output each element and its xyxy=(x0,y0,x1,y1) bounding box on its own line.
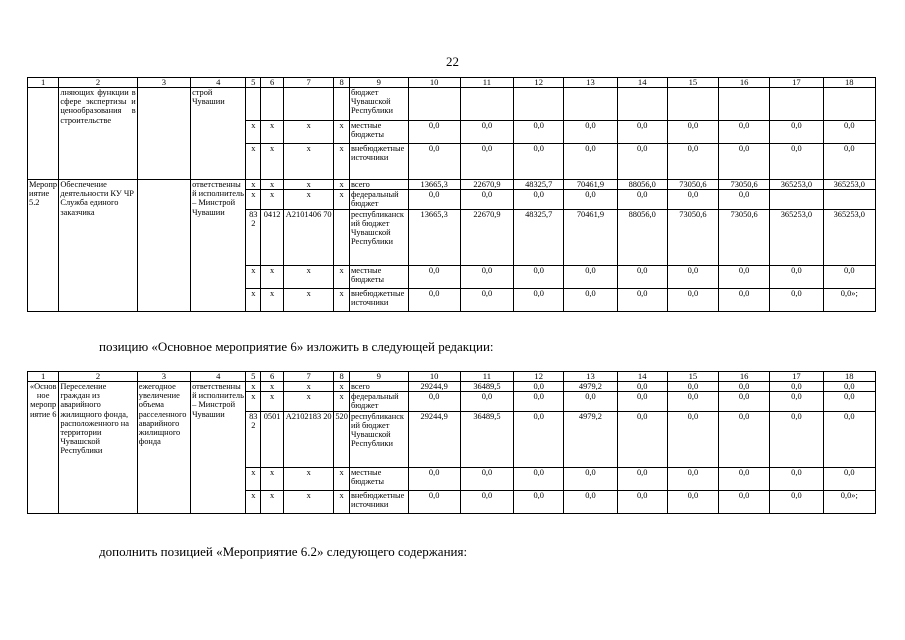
event-result-cell: ежегодное увеличение объема расселенного аварийного жилищного фонда xyxy=(137,382,190,513)
column-number-1: 1 xyxy=(28,78,59,88)
column-number-10: 10 xyxy=(408,78,460,88)
amount-cell: 0,0 xyxy=(823,382,875,392)
amount-cell: 0,0 xyxy=(770,121,823,144)
amount-cell: 0,0 xyxy=(823,411,875,467)
amount-cell: 0,0 xyxy=(460,392,513,411)
budget-classification-cell: х xyxy=(246,288,261,311)
column-number-6: 6 xyxy=(261,372,284,382)
section-code-cell: х xyxy=(261,288,284,311)
column-number-4: 4 xyxy=(191,372,246,382)
amount-cell: 48325,7 xyxy=(514,180,564,190)
paragraph-main-event-6: позицию «Основное мероприятие 6» изложить в следующей редакции: xyxy=(99,339,494,354)
expense-type-cell: х xyxy=(334,467,350,490)
target-article-cell: х xyxy=(284,467,334,490)
target-article-cell: х xyxy=(284,190,334,209)
funding-source-cell: федеральный бюджет xyxy=(349,392,408,411)
amount-cell: 0,0 xyxy=(514,265,564,288)
amount-cell: 70461,9 xyxy=(564,180,617,190)
amount-cell xyxy=(770,88,823,121)
amount-cell: 0,0 xyxy=(514,382,564,392)
column-number-17: 17 xyxy=(770,372,823,382)
budget-classification-cell: 832 xyxy=(246,411,261,467)
amount-cell xyxy=(667,88,718,121)
amount-cell: 0,0 xyxy=(719,265,770,288)
amount-cell: 0,0 xyxy=(770,144,823,180)
amount-cell: 365253,0 xyxy=(823,180,875,190)
amount-cell xyxy=(564,88,617,121)
amount-cell: 0,0 xyxy=(460,121,513,144)
column-number-12: 12 xyxy=(514,78,564,88)
column-number-12: 12 xyxy=(514,372,564,382)
amount-cell: 0,0 xyxy=(564,144,617,180)
funding-source-cell: внебюджетные источники xyxy=(349,490,408,513)
budget-classification-cell xyxy=(246,88,261,121)
amount-cell: 0,0 xyxy=(617,411,667,467)
table-row xyxy=(28,88,876,121)
amount-cell: 0,0»; xyxy=(823,490,875,513)
funding-source-cell: внебюджетные источники xyxy=(349,288,408,311)
budget-classification-cell: х xyxy=(246,180,261,190)
column-number-13: 13 xyxy=(564,78,617,88)
column-number-9: 9 xyxy=(349,372,408,382)
amount-cell: 73050,6 xyxy=(719,180,770,190)
column-number-2: 2 xyxy=(59,372,137,382)
amount-cell: 73050,6 xyxy=(667,180,718,190)
amount-cell: 0,0 xyxy=(514,392,564,411)
funding-source-cell: республиканский бюджет Чувашской Республики xyxy=(349,209,408,265)
target-article-cell: х xyxy=(284,180,334,190)
column-number-11: 11 xyxy=(460,78,513,88)
amount-cell xyxy=(460,88,513,121)
executor-cell: ответственный исполнитель – Минстрой Чувашии xyxy=(191,180,246,311)
amount-cell: 0,0 xyxy=(667,490,718,513)
amount-cell: 0,0 xyxy=(770,490,823,513)
event-description-cell: лняющих функции в сфере экспертизы и ценообразования в строительстве xyxy=(59,88,137,180)
column-number-7: 7 xyxy=(284,372,334,382)
section-code-cell: х xyxy=(261,190,284,209)
section-code-cell: х xyxy=(261,144,284,180)
amount-cell: 0,0 xyxy=(719,467,770,490)
event-description-cell: Обеспечение деятельности КУ ЧР Служба единого заказчика xyxy=(59,180,137,311)
amount-cell: 0,0 xyxy=(719,288,770,311)
column-number-6: 6 xyxy=(261,78,284,88)
amount-cell: 4979,2 xyxy=(564,411,617,467)
column-number-5: 5 xyxy=(246,78,261,88)
amount-cell: 0,0»; xyxy=(823,288,875,311)
amount-cell: 0,0 xyxy=(617,288,667,311)
amount-cell: 0,0 xyxy=(617,121,667,144)
amount-cell: 0,0 xyxy=(770,392,823,411)
column-number-5: 5 xyxy=(246,372,261,382)
amount-cell: 0,0 xyxy=(564,392,617,411)
amount-cell: 0,0 xyxy=(770,265,823,288)
amount-cell: 22670,9 xyxy=(460,180,513,190)
amount-cell: 0,0 xyxy=(564,490,617,513)
section-code-cell: х xyxy=(261,467,284,490)
column-number-1: 1 xyxy=(28,372,59,382)
target-article-cell: А2101406 70 xyxy=(284,209,334,265)
amount-cell: 0,0 xyxy=(408,144,460,180)
amount-cell: 0,0 xyxy=(667,411,718,467)
target-article-cell: х xyxy=(284,121,334,144)
table-header-row xyxy=(28,372,876,382)
amount-cell: 0,0 xyxy=(770,411,823,467)
amount-cell: 0,0 xyxy=(617,382,667,392)
amount-cell: 0,0 xyxy=(617,467,667,490)
amount-cell xyxy=(719,88,770,121)
amount-cell: 0,0 xyxy=(514,490,564,513)
amount-cell: 0,0 xyxy=(514,411,564,467)
section-code-cell: х xyxy=(261,180,284,190)
expense-type-cell: х xyxy=(334,392,350,411)
amount-cell: 0,0 xyxy=(719,121,770,144)
amount-cell: 29244,9 xyxy=(408,411,460,467)
column-number-16: 16 xyxy=(719,78,770,88)
amount-cell: 0,0 xyxy=(823,265,875,288)
event-name-cell xyxy=(28,88,59,180)
budget-classification-cell: х xyxy=(246,467,261,490)
funding-source-cell: всего xyxy=(349,180,408,190)
amount-cell: 0,0 xyxy=(823,392,875,411)
amount-cell: 88056,0 xyxy=(617,209,667,265)
funding-source-cell: всего xyxy=(349,382,408,392)
column-number-9: 9 xyxy=(349,78,408,88)
column-number-11: 11 xyxy=(460,372,513,382)
amount-cell: 0,0 xyxy=(719,392,770,411)
column-number-15: 15 xyxy=(667,78,718,88)
expense-type-cell: х xyxy=(334,180,350,190)
expense-type-cell: х xyxy=(334,490,350,513)
page-number: 22 xyxy=(446,54,459,69)
column-number-18: 18 xyxy=(823,78,875,88)
amount-cell: 36489,5 xyxy=(460,411,513,467)
section-code-cell: х xyxy=(261,121,284,144)
amount-cell: 0,0 xyxy=(408,121,460,144)
section-code-cell: х xyxy=(261,392,284,411)
expense-type-cell: х xyxy=(334,144,350,180)
paragraph-event-6-2: дополнить позицией «Мероприятие 6.2» следующего содержания: xyxy=(99,544,468,559)
target-article-cell: х xyxy=(284,265,334,288)
amount-cell: 0,0 xyxy=(460,490,513,513)
amount-cell: 0,0 xyxy=(460,467,513,490)
amount-cell: 0,0 xyxy=(408,288,460,311)
amount-cell xyxy=(514,88,564,121)
amount-cell: 0,0 xyxy=(719,144,770,180)
funding-source-cell: республиканский бюджет Чувашской Республики xyxy=(349,411,408,467)
column-number-7: 7 xyxy=(284,78,334,88)
event-name-cell: «Основное мероприятие 6 xyxy=(28,382,59,513)
event-description-cell: Переселение граждан из аварийного жилищного фонда, расположенного на территории Чувашской Республики xyxy=(59,382,137,513)
amount-cell: 0,0 xyxy=(460,190,513,209)
budget-classification-cell: х xyxy=(246,490,261,513)
section-code-cell: х xyxy=(261,265,284,288)
amount-cell: 48325,7 xyxy=(514,209,564,265)
column-number-4: 4 xyxy=(191,78,246,88)
budget-table-2 xyxy=(27,371,876,514)
funding-source-cell: местные бюджеты xyxy=(349,121,408,144)
executor-cell: строй Чувашии xyxy=(191,88,246,180)
budget-classification-cell: х xyxy=(246,144,261,180)
section-code-cell: 0501 xyxy=(261,411,284,467)
column-number-18: 18 xyxy=(823,372,875,382)
amount-cell: 0,0 xyxy=(823,144,875,180)
section-code-cell: х xyxy=(261,382,284,392)
budget-table-1 xyxy=(27,77,876,312)
amount-cell: 0,0 xyxy=(667,467,718,490)
expense-type-cell: х xyxy=(334,288,350,311)
amount-cell: 0,0 xyxy=(460,144,513,180)
amount-cell: 0,0 xyxy=(514,121,564,144)
expense-type-cell: х xyxy=(334,265,350,288)
column-number-3: 3 xyxy=(137,372,190,382)
column-number-15: 15 xyxy=(667,372,718,382)
amount-cell: 0,0 xyxy=(617,265,667,288)
amount-cell: 0,0 xyxy=(564,190,617,209)
amount-cell: 13665,3 xyxy=(408,209,460,265)
amount-cell xyxy=(823,88,875,121)
section-code-cell xyxy=(261,88,284,121)
amount-cell: 0,0 xyxy=(564,265,617,288)
column-number-3: 3 xyxy=(137,78,190,88)
amount-cell: 22670,9 xyxy=(460,209,513,265)
amount-cell: 0,0 xyxy=(667,121,718,144)
table-row xyxy=(28,180,876,190)
column-number-14: 14 xyxy=(617,78,667,88)
amount-cell xyxy=(408,88,460,121)
budget-classification-cell: х xyxy=(246,121,261,144)
amount-cell: 0,0 xyxy=(667,382,718,392)
budget-classification-cell: х xyxy=(246,190,261,209)
target-article-cell: А2102183 20 xyxy=(284,411,334,467)
expense-type-cell: 520 xyxy=(334,411,350,467)
amount-cell: 13665,3 xyxy=(408,180,460,190)
amount-cell: 29244,9 xyxy=(408,382,460,392)
amount-cell xyxy=(617,88,667,121)
column-number-13: 13 xyxy=(564,372,617,382)
amount-cell: 0,0 xyxy=(617,490,667,513)
expense-type-cell: х xyxy=(334,190,350,209)
funding-source-cell: бюджет Чувашской Республики xyxy=(349,88,408,121)
amount-cell: 0,0 xyxy=(719,382,770,392)
budget-classification-cell: х xyxy=(246,392,261,411)
budget-classification-cell: х xyxy=(246,265,261,288)
amount-cell: 0,0 xyxy=(770,467,823,490)
section-code-cell: 0412 xyxy=(261,209,284,265)
budget-classification-cell: х xyxy=(246,382,261,392)
amount-cell: 0,0 xyxy=(564,121,617,144)
amount-cell: 88056,0 xyxy=(617,180,667,190)
target-article-cell: х xyxy=(284,392,334,411)
amount-cell: 0,0 xyxy=(770,288,823,311)
amount-cell: 0,0 xyxy=(408,190,460,209)
target-article-cell: х xyxy=(284,144,334,180)
amount-cell: 0,0 xyxy=(617,392,667,411)
amount-cell: 0,0 xyxy=(617,190,667,209)
amount-cell: 0,0 xyxy=(823,467,875,490)
column-number-17: 17 xyxy=(770,78,823,88)
amount-cell: 0,0 xyxy=(408,265,460,288)
amount-cell: 0,0 xyxy=(460,265,513,288)
table-header-row xyxy=(28,78,876,88)
amount-cell: 73050,6 xyxy=(667,209,718,265)
amount-cell: 0,0 xyxy=(408,467,460,490)
amount-cell xyxy=(770,190,823,209)
amount-cell: 0,0 xyxy=(667,288,718,311)
amount-cell: 36489,5 xyxy=(460,382,513,392)
amount-cell: 0,0 xyxy=(514,190,564,209)
funding-source-cell: местные бюджеты xyxy=(349,265,408,288)
amount-cell: 0,0 xyxy=(823,121,875,144)
amount-cell: 0,0 xyxy=(719,411,770,467)
funding-source-cell: федеральный бюджет xyxy=(349,190,408,209)
amount-cell: 0,0 xyxy=(408,490,460,513)
amount-cell: 0,0 xyxy=(514,144,564,180)
amount-cell: 365253,0 xyxy=(823,209,875,265)
table-row xyxy=(28,382,876,392)
amount-cell: 70461,9 xyxy=(564,209,617,265)
amount-cell: 365253,0 xyxy=(770,209,823,265)
column-number-8: 8 xyxy=(334,78,350,88)
amount-cell: 0,0 xyxy=(617,144,667,180)
column-number-2: 2 xyxy=(59,78,137,88)
event-name-cell: Мероприятие 5.2 xyxy=(28,180,59,311)
amount-cell: 0,0 xyxy=(719,490,770,513)
column-number-8: 8 xyxy=(334,372,350,382)
amount-cell: 0,0 xyxy=(408,392,460,411)
amount-cell: 0,0 xyxy=(514,288,564,311)
amount-cell: 0,0 xyxy=(460,288,513,311)
section-code-cell: х xyxy=(261,490,284,513)
target-article-cell: х xyxy=(284,382,334,392)
expense-type-cell xyxy=(334,88,350,121)
amount-cell: 73050,6 xyxy=(719,209,770,265)
target-article-cell xyxy=(284,88,334,121)
amount-cell: 4979,2 xyxy=(564,382,617,392)
amount-cell: 0,0 xyxy=(564,467,617,490)
funding-source-cell: местные бюджеты xyxy=(349,467,408,490)
budget-classification-cell: 832 xyxy=(246,209,261,265)
event-result-cell xyxy=(137,180,190,311)
amount-cell: 0,0 xyxy=(514,467,564,490)
column-number-10: 10 xyxy=(408,372,460,382)
target-article-cell: х xyxy=(284,490,334,513)
target-article-cell: х xyxy=(284,288,334,311)
amount-cell: 0,0 xyxy=(667,265,718,288)
expense-type-cell xyxy=(334,209,350,265)
expense-type-cell: х xyxy=(334,121,350,144)
amount-cell: 365253,0 xyxy=(770,180,823,190)
column-number-14: 14 xyxy=(617,372,667,382)
funding-source-cell: внебюджетные источники xyxy=(349,144,408,180)
expense-type-cell: х xyxy=(334,382,350,392)
amount-cell: 0,0 xyxy=(770,382,823,392)
column-number-16: 16 xyxy=(719,372,770,382)
amount-cell: 0,0 xyxy=(667,144,718,180)
amount-cell: 0,0 xyxy=(667,190,718,209)
executor-cell: ответственный исполнитель – Минстрой Чувашии xyxy=(191,382,246,513)
amount-cell xyxy=(823,190,875,209)
amount-cell: 0,0 xyxy=(667,392,718,411)
amount-cell: 0,0 xyxy=(719,190,770,209)
event-result-cell xyxy=(137,88,190,180)
amount-cell: 0,0 xyxy=(564,288,617,311)
